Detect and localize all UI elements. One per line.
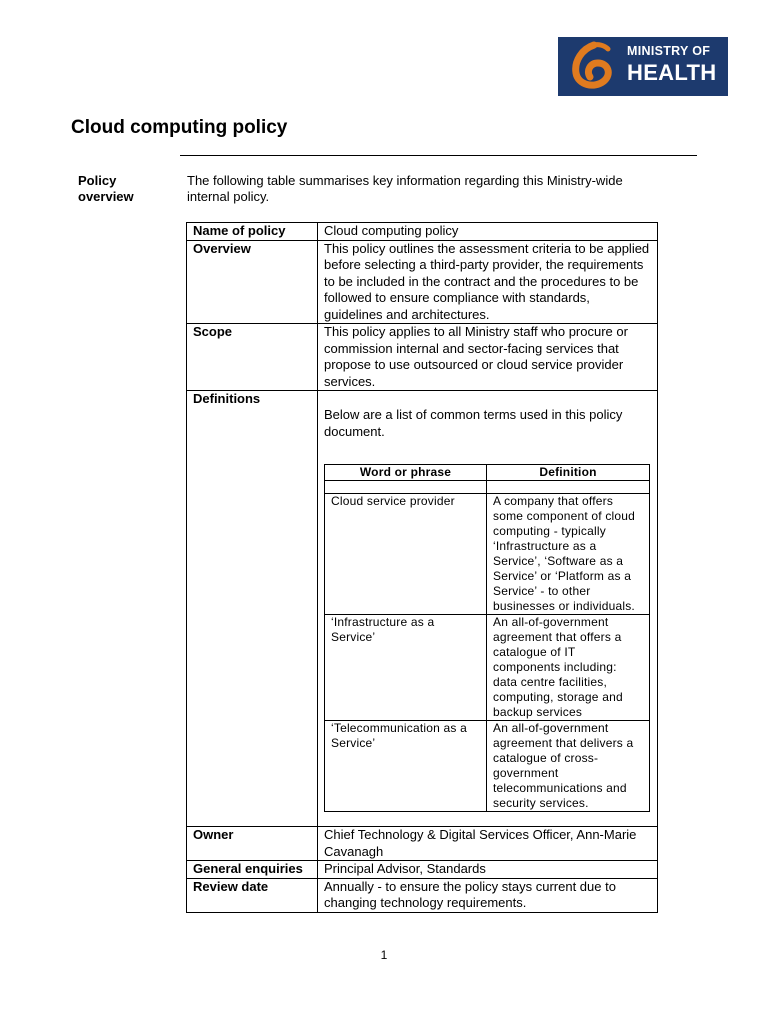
definitions-header-row (325, 465, 650, 481)
table-row-name (187, 223, 658, 241)
scope-value: This policy applies to all Ministry staff who procure or commission internal and sector-facing services that propose to use outsourced or cloud service provider services. (318, 324, 658, 391)
table-row-owner (187, 827, 658, 861)
name-of-policy-label: Name of policy (187, 223, 318, 241)
overview-value: This policy outlines the assessment criteria to be applied before selecting a third-party provider, the requirements to be included in the contract and the procedures to be followed to ensure compliance with standards, guidelines and architectures. (318, 240, 658, 324)
scope-label: Scope (187, 324, 318, 391)
page-title: Cloud computing policy (71, 117, 288, 138)
definitions-table (324, 464, 650, 812)
ministry-of-health-logo (558, 37, 728, 96)
definitions-header-term: Word or phrase (325, 465, 487, 481)
ministry-logo-mark-icon (564, 41, 624, 93)
definition-term: Cloud service provider (325, 494, 487, 615)
definitions-intro: Below are a list of common terms used in this policy document. (324, 407, 623, 439)
policy-overview-label-line2: overview (78, 189, 134, 204)
definitions-header-definition: Definition (487, 465, 650, 481)
definitions-label: Definitions (187, 391, 318, 827)
definition-text: An all-of-government agreement that delivers a catalogue of cross-government telecommunications and security services. (487, 721, 650, 812)
policy-overview-label-line1: Policy (78, 173, 117, 188)
owner-label: Owner (187, 827, 318, 861)
policy-summary-table (186, 222, 658, 913)
table-row-definitions (187, 391, 658, 827)
table-row-enquiries (187, 861, 658, 879)
table-row-overview (187, 240, 658, 324)
definitions-blank-cell (487, 481, 650, 494)
definition-term: ‘Telecommunication as a Service’ (325, 721, 487, 812)
definitions-cell (318, 391, 658, 827)
general-enquiries-label: General enquiries (187, 861, 318, 879)
general-enquiries-value: Principal Advisor, Standards (318, 861, 658, 879)
table-row-review (187, 878, 658, 912)
overview-label: Overview (187, 240, 318, 324)
policy-overview-intro: The following table summarises key information regarding this Ministry-wide internal policy. (187, 173, 623, 204)
review-date-value: Annually - to ensure the policy stays current due to changing technology requirements. (318, 878, 658, 912)
definitions-row (325, 494, 650, 615)
definition-text: A company that offers some component of cloud computing - typically ‘Infrastructure as a Service’, ‘Software as a Service’ or ‘Platform as a Service’ - to other businesses or individuals. (487, 494, 650, 615)
review-date-label: Review date (187, 878, 318, 912)
definition-term: ‘Infrastructure as a Service’ (325, 615, 487, 721)
title-divider (180, 155, 697, 156)
policy-overview-label (78, 173, 168, 205)
definitions-row (325, 721, 650, 812)
definition-text: An all-of-government agreement that offers a catalogue of IT components including: data centre facilities, computing, storage and backup services (487, 615, 650, 721)
page-number: 1 (380, 948, 388, 962)
logo-text-ministry: MINISTRY OF (627, 44, 711, 58)
table-row-scope (187, 324, 658, 391)
owner-value: Chief Technology & Digital Services Officer, Ann-Marie Cavanagh (318, 827, 658, 861)
definitions-blank-cell (325, 481, 487, 494)
name-of-policy-value: Cloud computing policy (318, 223, 658, 241)
logo-text-health: HEALTH (627, 59, 717, 85)
definitions-row (325, 615, 650, 721)
definitions-blank-row (325, 481, 650, 494)
